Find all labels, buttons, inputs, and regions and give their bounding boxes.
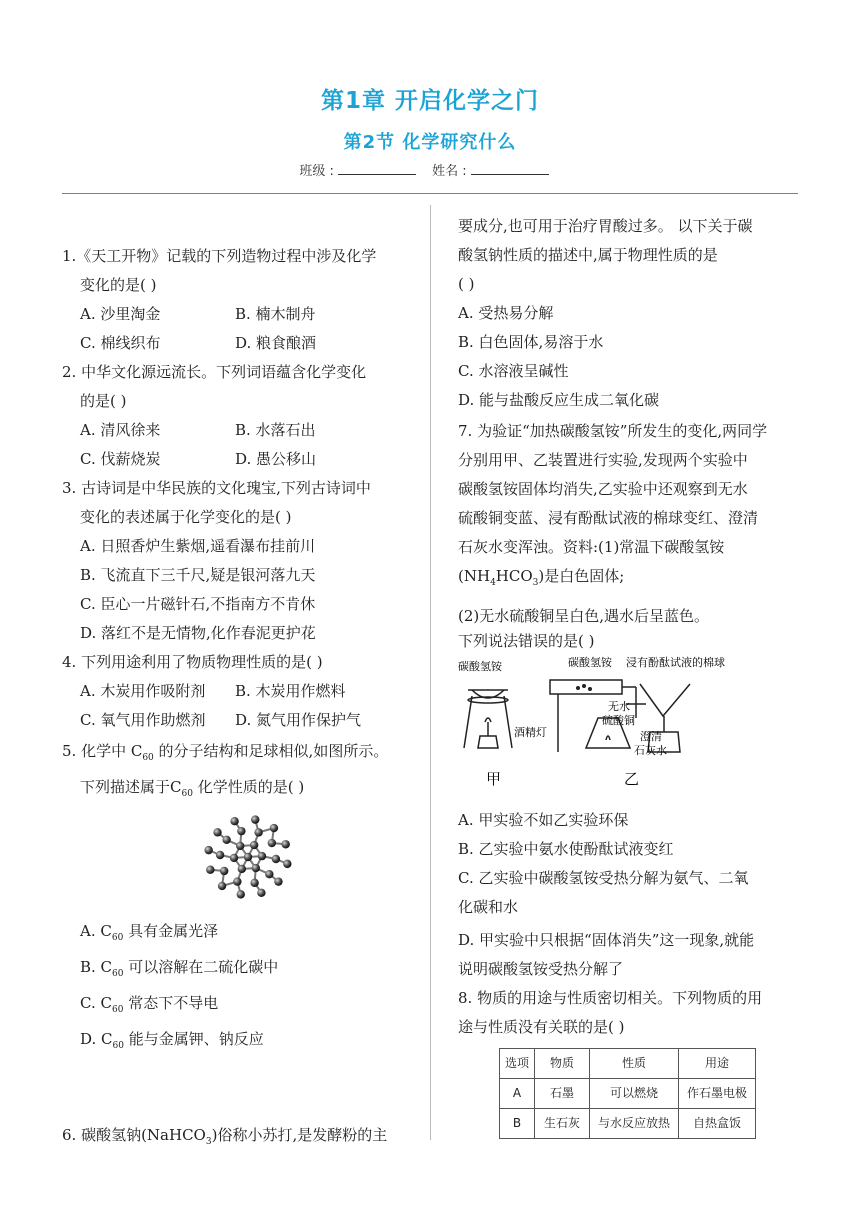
q3-stem-line2: 变化的表述属于化学变化的是( )	[80, 508, 292, 526]
fig-caption-yi: 乙	[624, 770, 640, 788]
q1-stem-line1: 1.《天工开物》记载的下列造物过程中涉及化学	[62, 247, 377, 265]
c60-atom	[230, 854, 238, 862]
fig-label-copper-sulfate: 硫酸铜	[602, 714, 635, 727]
q7-option-a[interactable]: A. 甲实验不如乙实验环保	[458, 811, 629, 829]
q7-line8: 下列说法错误的是( )	[458, 632, 595, 650]
q5-option-c[interactable]: C. $C_{60}$ 常态下不导电	[80, 994, 219, 1015]
q6-stem-line4: ( )	[458, 275, 475, 293]
c60-atom	[237, 827, 245, 835]
q3-stem-line1: 3. 古诗词是中华民族的文化瑰宝,下列古诗词中	[62, 479, 371, 497]
question-2	[62, 358, 420, 474]
q4-option-d[interactable]: D. 氮气用作保护气	[235, 711, 362, 729]
c60-atom	[265, 870, 273, 878]
c60-atom	[272, 855, 280, 863]
q6-option-b[interactable]: B. 白色固体,易溶于水	[458, 333, 604, 351]
c60-atom	[220, 867, 228, 875]
q8-table	[499, 1048, 756, 1139]
q1-stem-line2: 变化的是( )	[80, 276, 157, 294]
question-8	[458, 984, 800, 1139]
q1-option-b[interactable]: B. 楠木制舟	[235, 305, 316, 323]
c60-atom	[233, 877, 241, 885]
q4-options-row2	[62, 706, 420, 735]
q8-stem-line2: 途与性质没有关联的是( )	[458, 1018, 625, 1036]
q2-option-a[interactable]: A. 清风徐来	[80, 421, 161, 439]
name-blank[interactable]	[471, 162, 549, 175]
c60-atom	[238, 865, 246, 873]
table-row	[500, 1079, 756, 1109]
c60-atom	[206, 866, 214, 874]
q7-option-c-line2: 化碳和水	[458, 898, 519, 916]
student-info	[0, 160, 860, 179]
q4-options-row1	[62, 677, 420, 706]
question-6-start	[62, 1121, 420, 1157]
q5-stem-line2: 下列描述属于$C_{60}$ 化学性质的是( )	[80, 778, 305, 799]
c60-atom	[250, 841, 258, 849]
header-rule	[62, 193, 798, 194]
c60-molecule-image	[62, 809, 420, 909]
q2-options-row2	[62, 445, 420, 474]
c60-atom	[270, 824, 278, 832]
q5-stem-line1: 5. 化学中 $C_{60}$ 的分子结构和足球相似,如图所示。	[62, 742, 389, 763]
c60-atom	[213, 828, 221, 836]
q3-option-b[interactable]: B. 飞流直下三千尺,疑是银河落九天	[80, 566, 316, 584]
q7-line5: 石灰水变浑浊。资料:(1)常温下碳酸氢铵	[458, 538, 725, 556]
c60-atom	[216, 851, 224, 859]
q7-line2: 分别用甲、乙装置进行实验,发现两个实验中	[458, 451, 748, 469]
c60-atom	[274, 877, 282, 885]
q6-option-c[interactable]: C. 水溶液呈碱性	[458, 362, 569, 380]
q7-option-d-line2: 说明碳酸氢铵受热分解了	[458, 960, 624, 978]
right-column	[458, 212, 800, 1139]
fig-label-limewater: 石灰水	[634, 744, 667, 757]
table-cell: 可以燃烧	[590, 1079, 679, 1109]
c60-atom	[222, 836, 230, 844]
name-label: 姓名 :	[432, 164, 467, 179]
q5-option-a[interactable]: A. $C_{60}$ 具有金属光泽	[80, 922, 219, 943]
q7-option-c-line1[interactable]: C. 乙实验中碳酸氢铵受热分解为氨气、二氧	[458, 869, 749, 887]
q4-stem: 4. 下列用途利用了物质物理性质的是( )	[62, 653, 323, 671]
q6-option-d[interactable]: D. 能与盐酸反应生成二氧化碳	[458, 391, 660, 409]
q2-stem-line2: 的是( )	[80, 392, 127, 410]
column-divider	[430, 205, 431, 1140]
question-6-cont	[458, 212, 800, 415]
q7-line4: 硫酸铜变蓝、浸有酚酞试液的棉球变红、澄清	[458, 509, 759, 527]
q7-line3: 碳酸氢铵固体均消失,乙实验中还观察到无水	[458, 480, 748, 498]
table-cell: 石墨	[535, 1079, 590, 1109]
table-header: 性质	[590, 1049, 679, 1079]
fig-label-phenolphthalein-cotton: 浸有酚酞试液的棉球	[626, 656, 725, 669]
q6-stem-line1: 6. 碳酸氢钠(NaHCO$_3$)俗称小苏打,是发酵粉的主	[62, 1126, 388, 1147]
left-column	[62, 242, 420, 1157]
c60-atom	[251, 815, 259, 823]
c60-atom	[257, 889, 265, 897]
question-1	[62, 242, 420, 358]
q2-option-c[interactable]: C. 伐薪烧炭	[80, 450, 161, 468]
q1-option-c[interactable]: C. 棉线织布	[80, 334, 161, 352]
table-cell: 生石灰	[535, 1109, 590, 1139]
table-cell: 自热盒饭	[679, 1109, 756, 1139]
c60-atom	[204, 846, 212, 854]
table-row	[500, 1109, 756, 1139]
fig-label-ammonium-bicarbonate-right: 碳酸氢铵	[568, 656, 612, 669]
q5-option-d[interactable]: D. $C_{60}$ 能与金属钾、钠反应	[80, 1030, 264, 1051]
q3-option-a[interactable]: A. 日照香炉生紫烟,遥看瀑布挂前川	[80, 537, 316, 555]
q6-stem-line2: 要成分,也可用于治疗胃酸过多。 以下关于碳	[458, 217, 753, 235]
class-label: 班级 :	[299, 164, 334, 179]
question-5	[62, 737, 420, 1061]
class-blank[interactable]	[338, 162, 416, 175]
q4-option-c[interactable]: C. 氧气用作助燃剂	[80, 711, 206, 729]
section-title: 第2节 化学研究什么	[343, 132, 517, 153]
q1-options-row1	[62, 300, 420, 329]
c60-atom	[218, 882, 226, 890]
fig-label-clear: 澄清	[640, 730, 662, 743]
c60-atom	[258, 852, 266, 860]
q4-option-a[interactable]: A. 木炭用作吸附剂	[80, 682, 206, 700]
c60-atom	[268, 839, 276, 847]
table-cell: B	[500, 1109, 535, 1139]
q7-line7: (2)无水硫酸铜呈白色,遇水后呈蓝色。	[458, 607, 710, 625]
fig-label-alcohol-lamp: 酒精灯	[514, 726, 547, 739]
q6-stem-line3: 酸氢钠性质的描述中,属于物理性质的是	[458, 246, 718, 264]
q7-line6: $(NH_4HCO_3)$是白色固体;	[458, 567, 625, 588]
q4-option-b[interactable]: B. 木炭用作燃料	[235, 682, 346, 700]
q2-option-b[interactable]: B. 水落石出	[235, 421, 316, 439]
table-cell: A	[500, 1079, 535, 1109]
q1-option-a[interactable]: A. 沙里淘金	[80, 305, 161, 323]
fig-label-anhydrous: 无水	[608, 700, 630, 713]
table-header: 用途	[679, 1049, 756, 1079]
c60-atom	[237, 890, 245, 898]
q2-stem-line1: 2. 中华文化源远流长。下列词语蕴含化学变化	[62, 363, 367, 381]
q3-option-d[interactable]: D. 落红不是无情物,化作春泥更护花	[80, 624, 316, 642]
q2-option-d[interactable]: D. 愚公移山	[235, 450, 317, 468]
table-header: 选项	[500, 1049, 535, 1079]
question-7	[458, 417, 800, 984]
chapter-title: 第1章 开启化学之门	[320, 88, 539, 114]
c60-atom	[283, 860, 291, 868]
q6-option-a[interactable]: A. 受热易分解	[458, 304, 554, 322]
c60-atom	[254, 828, 262, 836]
q2-options-row1	[62, 416, 420, 445]
q7-line1: 7. 为验证“加热碳酸氢铵”所发生的变化,两同学	[458, 422, 768, 440]
c60-atom	[281, 840, 289, 848]
q1-option-d[interactable]: D. 粮食酿酒	[235, 334, 317, 352]
q8-stem-line1: 8. 物质的用途与性质密切相关。下列物质的用	[458, 989, 763, 1007]
q7-option-b[interactable]: B. 乙实验中氨水使酚酞试液变红	[458, 840, 674, 858]
table-header-row	[500, 1049, 756, 1079]
q7-option-d-line1[interactable]: D. 甲实验中只根据“固体消失”这一现象,就能	[458, 931, 755, 949]
c60-atom	[250, 879, 258, 887]
c60-atom	[230, 817, 238, 825]
q3-option-c[interactable]: C. 臣心一片磁针石,不指南方不肯休	[80, 595, 316, 613]
q1-options-row2	[62, 329, 420, 358]
c60-atom	[236, 842, 244, 850]
fig-label-ammonium-bicarbonate-left: 碳酸氢铵	[458, 660, 502, 673]
c60-atom	[252, 864, 260, 872]
fig-caption-jia: 甲	[486, 770, 502, 788]
c60-atom	[244, 853, 252, 861]
experiment-apparatus-figure	[458, 656, 800, 806]
table-header: 物质	[535, 1049, 590, 1079]
question-3	[62, 474, 420, 648]
question-4	[62, 648, 420, 735]
table-cell: 与水反应放热	[590, 1109, 679, 1139]
q5-option-b[interactable]: B. $C_{60}$ 可以溶解在二硫化碳中	[80, 958, 279, 979]
table-cell: 作石墨电极	[679, 1079, 756, 1109]
